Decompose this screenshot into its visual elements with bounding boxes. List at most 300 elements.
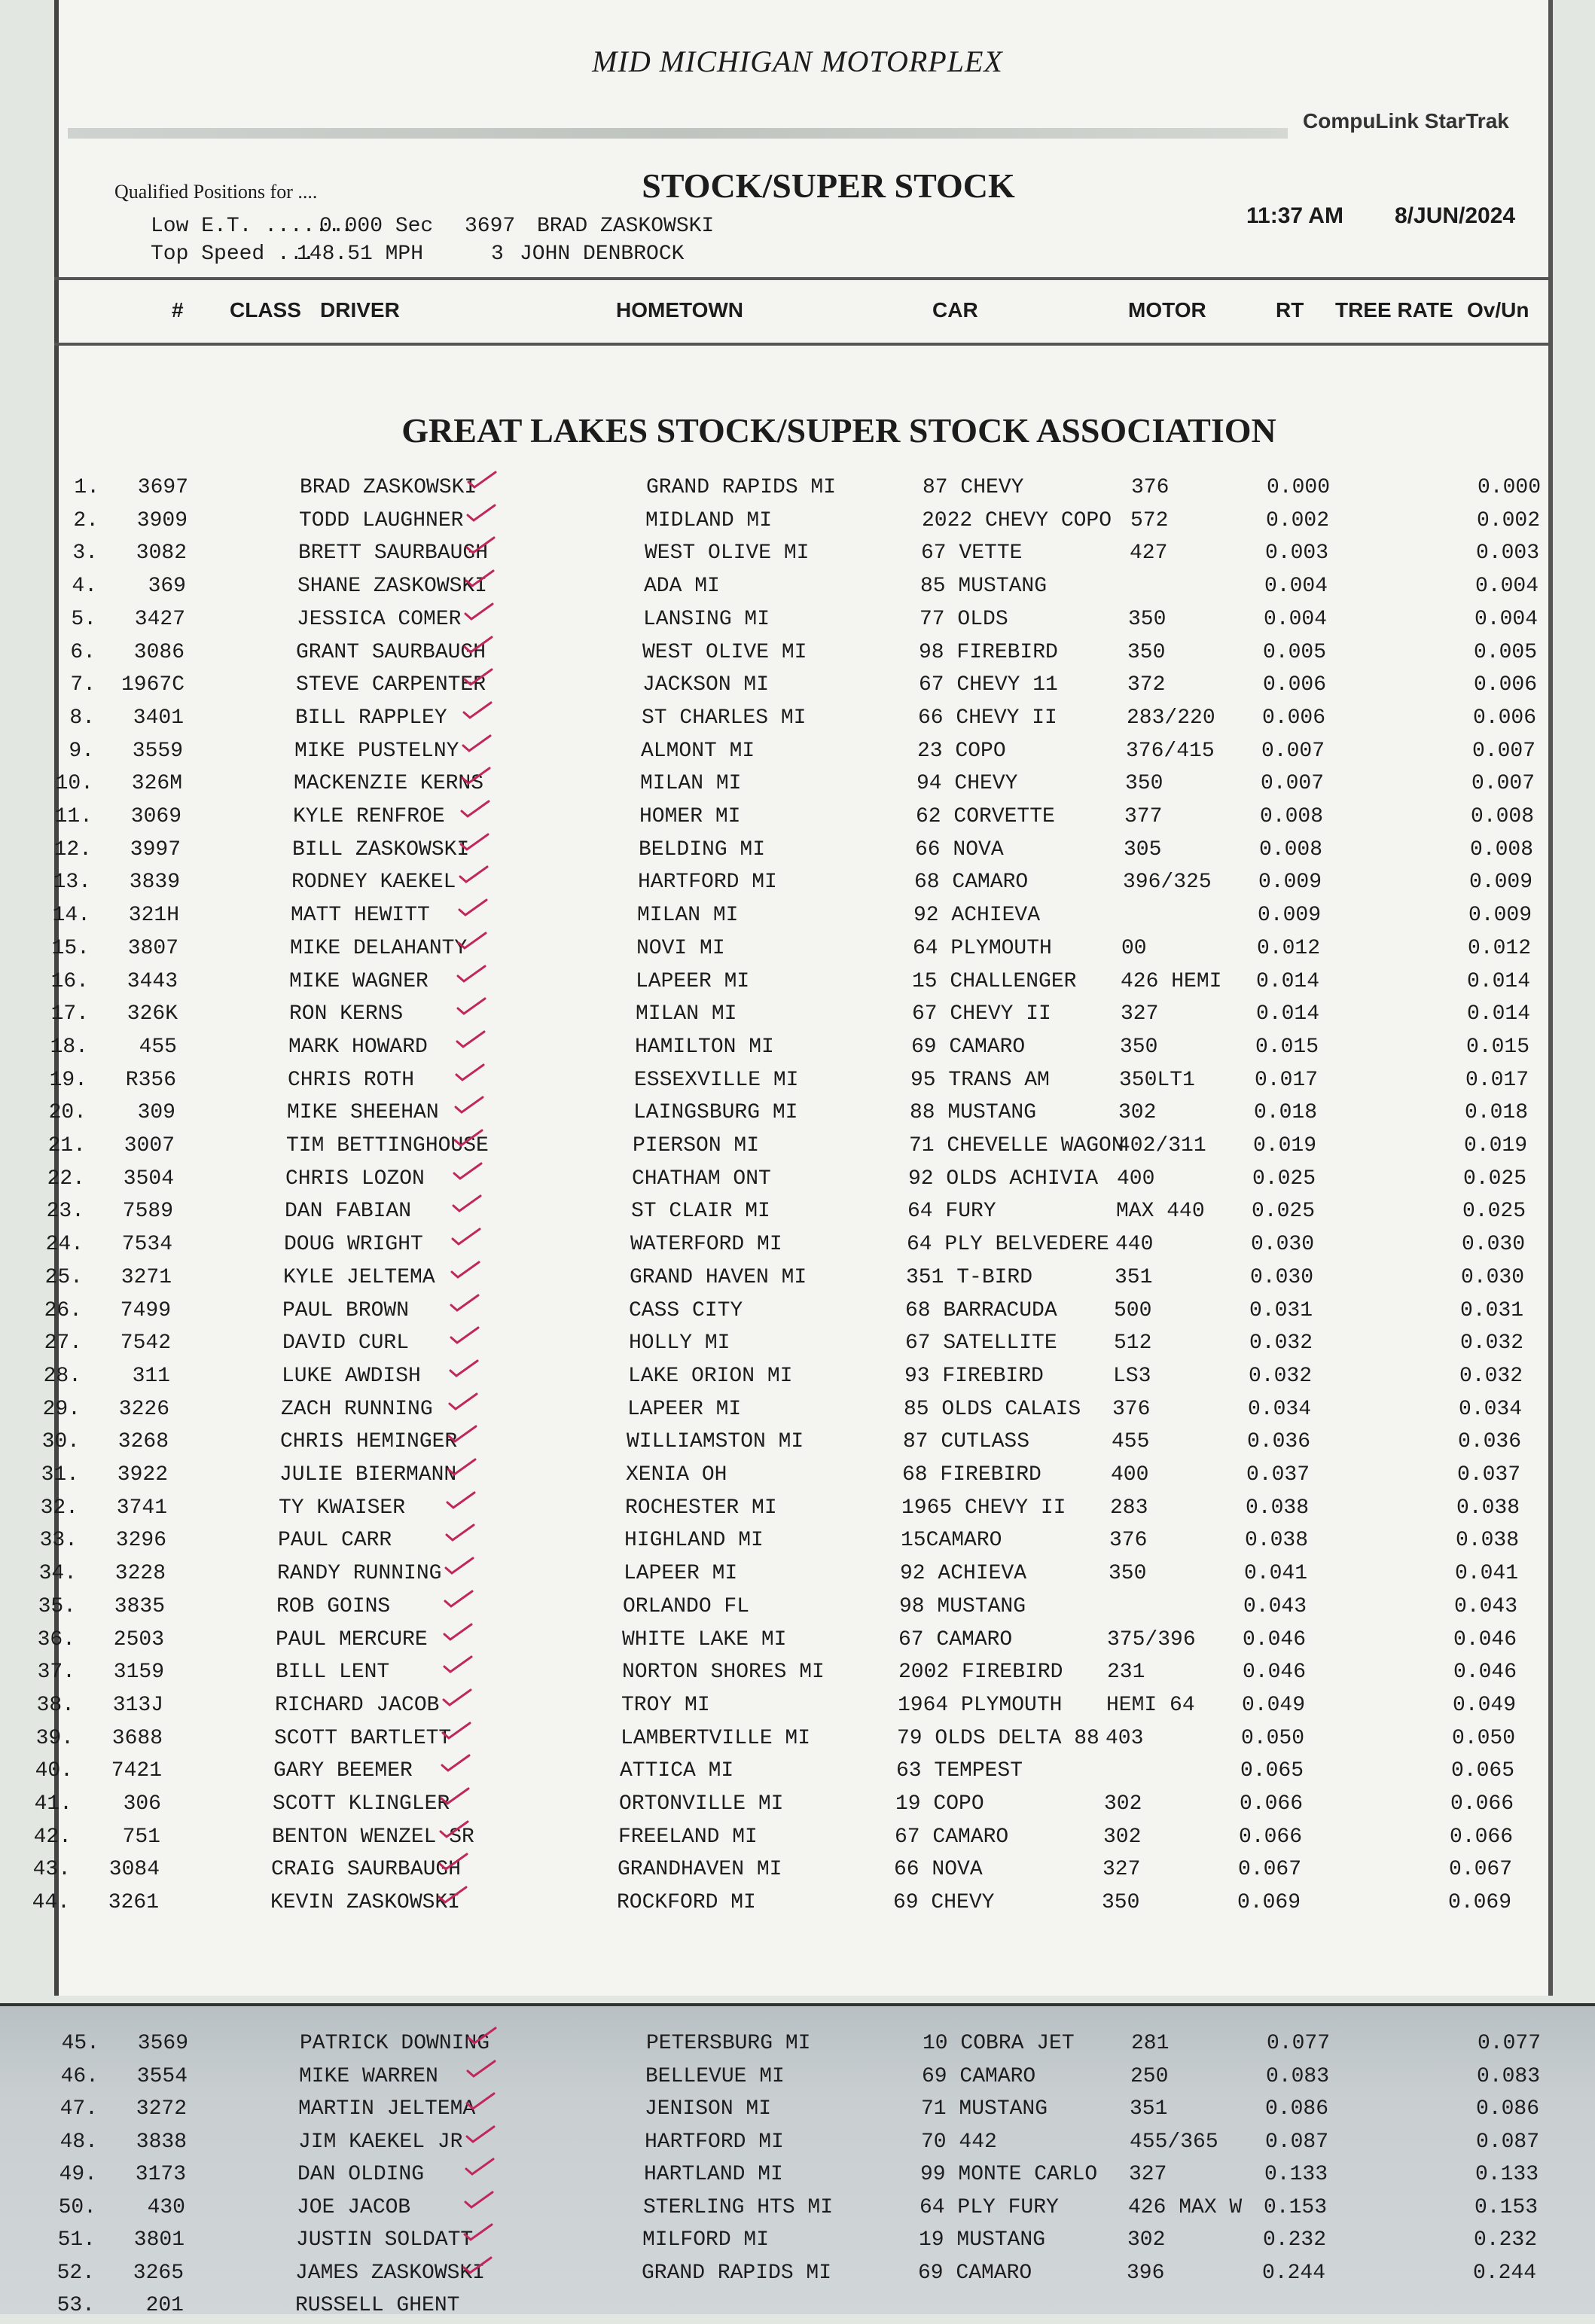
rt-cell: 0.003 [1265, 541, 1329, 566]
number-cell: 3559 [132, 739, 183, 763]
table-row [0, 1365, 1595, 1395]
rt-cell: 0.069 [1237, 1891, 1301, 1915]
checkmark-icon [440, 1786, 470, 1806]
number-cell: 326K [127, 1002, 178, 1026]
driver-cell: STEVE CARPENTER [296, 673, 486, 697]
table-row [0, 1266, 1595, 1296]
car-cell: 88 MUSTANG [910, 1101, 1037, 1125]
driver-cell: BILL LENT [276, 1661, 390, 1685]
driver-cell: RODNEY KAEKEL [291, 871, 456, 895]
table-row [0, 1496, 1595, 1526]
rt-cell: 0.038 [1245, 1529, 1309, 1553]
col-number: # [172, 298, 184, 322]
top-speed-label: Top Speed ... [151, 242, 316, 266]
car-cell: 15 CHALLENGER [912, 969, 1077, 993]
motor-cell: 350 [1102, 1891, 1140, 1915]
driver-cell: PAUL MERCURE [276, 1627, 428, 1652]
hometown-cell: HIGHLAND MI [624, 1529, 764, 1553]
driver-cell: MARTIN JELTEMA [298, 2097, 476, 2121]
driver-cell: RANDY RUNNING [277, 1562, 442, 1586]
number-cell: 3922 [117, 1463, 168, 1487]
motor-cell: 00 [1121, 936, 1147, 960]
car-cell: 1964 PLYMOUTH [898, 1693, 1063, 1717]
table-row [0, 871, 1595, 901]
position-cell: 24. [45, 1233, 84, 1257]
driver-cell: BRETT SAURBAUGH [298, 541, 489, 566]
hometown-cell: LANSING MI [643, 607, 770, 631]
position-cell: 53. [56, 2294, 95, 2317]
rt-cell: 0.077 [1267, 2032, 1331, 2055]
ovun-cell: 0.025 [1462, 1200, 1526, 1224]
rt-cell: 0.087 [1265, 2130, 1329, 2154]
ovun-cell: 0.232 [1474, 2228, 1538, 2252]
checkmark-icon [444, 1556, 474, 1575]
hometown-cell: GRAND RAPIDS MI [646, 476, 837, 499]
motor-cell: 302 [1127, 2228, 1166, 2252]
table-row [0, 476, 1595, 506]
rt-cell: 0.015 [1255, 1035, 1319, 1059]
position-cell: 22. [47, 1167, 85, 1191]
car-cell: 93 FIREBIRD [904, 1364, 1044, 1388]
hometown-cell: NORTON SHORES MI [622, 1661, 825, 1685]
number-cell: 7499 [120, 1298, 171, 1322]
position-cell: 37. [37, 1661, 75, 1685]
number-cell: 3296 [115, 1529, 166, 1553]
col-car: CAR [932, 298, 978, 322]
position-cell: 32. [40, 1496, 78, 1520]
number-cell: 3007 [124, 1134, 175, 1157]
hometown-cell: HARTFORD MI [645, 2130, 784, 2154]
ovun-cell: 0.065 [1451, 1759, 1515, 1783]
hometown-cell: LAPEER MI [627, 1397, 742, 1421]
top-speed-value: 148.51 MPH [297, 242, 424, 266]
checkmark-icon [465, 569, 495, 588]
car-cell: 67 CHEVY 11 [919, 673, 1058, 697]
table-row [0, 575, 1595, 605]
number-cell: 3554 [136, 2064, 188, 2088]
position-cell: 43. [32, 1858, 71, 1882]
car-cell: 68 FIREBIRD [902, 1463, 1041, 1487]
checkmark-icon [459, 832, 489, 852]
checkmark-icon [454, 1095, 484, 1115]
number-cell: 3084 [108, 1858, 160, 1882]
top-speed-driver: JOHN DENBROCK [520, 242, 685, 266]
position-cell: 34. [38, 1562, 77, 1586]
hometown-cell: LAKE ORION MI [628, 1364, 793, 1388]
ovun-cell: 0.038 [1456, 1529, 1520, 1553]
rt-cell: 0.030 [1251, 1233, 1315, 1257]
ovun-cell: 0.002 [1477, 508, 1541, 532]
motor-cell: 400 [1111, 1463, 1149, 1487]
number-cell: R356 [125, 1068, 176, 1092]
motor-cell: 455/365 [1130, 2130, 1218, 2154]
number-cell: 7542 [120, 1331, 171, 1356]
checkmark-icon [450, 1260, 480, 1279]
col-motor: MOTOR [1128, 298, 1206, 322]
driver-cell: MATT HEWITT [291, 904, 430, 928]
rt-cell: 0.034 [1248, 1397, 1312, 1421]
table-row [0, 1035, 1595, 1066]
position-cell: 40. [35, 1759, 73, 1783]
rt-cell: 0.007 [1261, 739, 1325, 763]
hometown-cell: ALMONT MI [641, 739, 755, 763]
table-row [0, 838, 1595, 868]
rt-cell: 0.031 [1249, 1298, 1313, 1322]
checkmark-icon [441, 1753, 471, 1773]
hometown-cell: ST CLAIR MI [631, 1200, 770, 1224]
motor-cell: 283/220 [1127, 706, 1215, 730]
position-cell: 18. [50, 1035, 88, 1059]
number-cell: 313J [112, 1693, 163, 1717]
position-cell: 12. [53, 837, 92, 862]
number-cell: 306 [123, 1792, 161, 1816]
car-cell: 98 FIREBIRD [919, 640, 1058, 664]
rt-cell: 0.025 [1252, 1200, 1316, 1224]
table-row [0, 1069, 1595, 1099]
ovun-cell: 0.014 [1467, 1002, 1531, 1026]
rt-cell: 0.014 [1256, 969, 1320, 993]
rt-cell: 0.066 [1240, 1792, 1304, 1816]
ovun-cell: 0.008 [1471, 805, 1535, 828]
car-cell: 67 CAMARO [895, 1825, 1009, 1849]
position-cell: 11. [54, 805, 93, 828]
hometown-cell: LAPEER MI [624, 1562, 738, 1586]
checkmark-icon [466, 2059, 496, 2078]
ovun-cell: 0.007 [1472, 739, 1536, 763]
position-cell: 36. [37, 1627, 75, 1652]
ovun-cell: 0.017 [1465, 1068, 1529, 1092]
motor-cell: 512 [1114, 1331, 1152, 1356]
car-cell: 66 NOVA [894, 1858, 983, 1882]
report-date: 8/JUN/2024 [1395, 203, 1516, 228]
hometown-cell: JACKSON MI [642, 673, 770, 697]
driver-cell: LUKE AWDISH [282, 1364, 421, 1388]
rt-cell: 0.133 [1264, 2163, 1328, 2186]
table-row [0, 740, 1595, 770]
header-rule-top [54, 277, 1553, 280]
number-cell: 3173 [135, 2163, 186, 2186]
checkmark-icon [465, 2124, 496, 2144]
number-cell: 3443 [127, 969, 178, 993]
ovun-cell: 0.003 [1476, 541, 1540, 566]
checkmark-icon [463, 2222, 493, 2242]
hometown-cell: HAMILTON MI [635, 1035, 774, 1059]
rt-cell: 0.232 [1263, 2228, 1327, 2252]
position-cell: 6. [70, 640, 96, 664]
system-label: CompuLink StarTrak [1303, 109, 1509, 133]
driver-cell: MIKE SHEEHAN [287, 1101, 439, 1125]
ovun-cell: 0.086 [1476, 2097, 1540, 2121]
number-cell: 3086 [133, 640, 185, 664]
col-ov-un: Ov/Un [1467, 298, 1529, 322]
ovun-cell: 0.030 [1462, 1233, 1526, 1257]
number-cell: 311 [132, 1364, 170, 1388]
header-band [68, 128, 1288, 139]
hometown-cell: CASS CITY [629, 1298, 743, 1322]
ovun-cell: 0.046 [1453, 1661, 1517, 1685]
motor-cell: 375/396 [1107, 1627, 1196, 1652]
rt-cell: 0.004 [1264, 575, 1328, 599]
checkmark-icon [443, 1655, 473, 1674]
association-title: GREAT LAKES STOCK/SUPER STOCK ASSOCIATION [401, 411, 1276, 450]
checkmark-icon [456, 996, 486, 1016]
driver-cell: CHRIS HEMINGER [280, 1430, 458, 1454]
position-cell: 39. [35, 1726, 74, 1750]
car-cell: 63 TEMPEST [896, 1759, 1023, 1783]
number-cell: 1967C [120, 673, 185, 697]
table-row [0, 509, 1595, 539]
position-cell: 3. [72, 541, 98, 566]
number-cell: 2503 [113, 1627, 164, 1652]
rt-cell: 0.008 [1259, 837, 1323, 862]
car-cell: 69 CHEVY [893, 1891, 995, 1915]
car-cell: 79 OLDS DELTA 88 [897, 1726, 1099, 1750]
number-cell: 3569 [137, 2032, 188, 2055]
table-row [0, 2294, 1595, 2324]
table-row [0, 1331, 1595, 1362]
motor-cell: 302 [1103, 1825, 1142, 1849]
number-cell: 201 [145, 2294, 184, 2317]
rt-cell: 0.153 [1264, 2195, 1328, 2219]
ovun-cell: 0.032 [1459, 1364, 1523, 1388]
rt-cell: 0.030 [1250, 1265, 1314, 1289]
col-tree-rate: TREE RATE [1335, 298, 1453, 322]
table-row [0, 1233, 1595, 1263]
rt-cell: 0.046 [1243, 1661, 1307, 1685]
checkmark-icon [451, 1227, 481, 1246]
table-row [0, 1398, 1595, 1428]
car-cell: 68 BARRACUDA [905, 1298, 1057, 1322]
rt-cell: 0.032 [1249, 1331, 1313, 1356]
driver-cell: JOE JACOB [297, 2195, 411, 2219]
motor-cell: 455 [1112, 1430, 1150, 1454]
hometown-cell: XENIA OH [626, 1463, 727, 1487]
checkmark-icon [466, 503, 496, 523]
col-rt: RT [1276, 298, 1304, 322]
hometown-cell: CHATHAM ONT [632, 1167, 771, 1191]
motor-cell: 350 [1127, 640, 1166, 664]
position-cell: 42. [33, 1825, 72, 1849]
position-cell: 33. [39, 1529, 78, 1553]
driver-cell: BRAD ZASKOWSKI [300, 476, 477, 499]
checkmark-icon [458, 898, 488, 917]
checkmark-icon [439, 1819, 469, 1839]
position-cell: 13. [53, 871, 91, 895]
driver-cell: SHANE ZASKOWSKI [297, 575, 488, 599]
position-cell: 47. [59, 2097, 98, 2121]
table-row [0, 706, 1595, 737]
hometown-cell: MILAN MI [640, 772, 742, 796]
position-cell: 49. [59, 2163, 97, 2186]
position-cell: 46. [60, 2064, 99, 2088]
hometown-cell: WEST OLIVE MI [642, 640, 807, 664]
checkmark-icon [465, 535, 496, 555]
number-cell: 3226 [118, 1397, 169, 1421]
table-row [0, 937, 1595, 967]
car-cell: 1965 CHEVY II [901, 1496, 1066, 1520]
table-row [0, 1792, 1595, 1822]
car-cell: 69 CAMARO [911, 1035, 1026, 1059]
top-speed-car: 3 [491, 242, 504, 266]
driver-cell: MIKE WAGNER [289, 969, 428, 993]
hometown-cell: WHITE LAKE MI [622, 1627, 787, 1652]
position-cell: 8. [69, 706, 95, 730]
checkmark-icon [457, 931, 487, 950]
number-cell: 309 [137, 1101, 175, 1125]
motor-cell: 327 [1121, 1002, 1159, 1026]
car-cell: 92 OLDS ACHIVIA [908, 1167, 1099, 1191]
number-cell: 3271 [120, 1265, 172, 1289]
position-cell: 15. [51, 936, 90, 960]
checkmark-icon [461, 766, 491, 785]
position-cell: 31. [41, 1463, 79, 1487]
motor-cell: 350 [1128, 607, 1167, 631]
checkmark-icon [463, 635, 493, 654]
motor-cell: 396/325 [1123, 871, 1212, 895]
position-cell: 44. [32, 1891, 70, 1915]
car-cell: 64 PLY BELVEDERE [907, 1233, 1109, 1257]
ovun-cell: 0.032 [1460, 1331, 1524, 1356]
table-row [0, 2032, 1595, 2062]
hometown-cell: MIDLAND MI [645, 508, 773, 532]
table-row [0, 970, 1595, 1000]
checkmark-icon [455, 1063, 485, 1082]
number-cell: 3268 [117, 1430, 169, 1454]
checkmark-icon [462, 733, 492, 753]
number-cell: 3159 [113, 1661, 164, 1685]
hometown-cell: PIERSON MI [633, 1134, 760, 1157]
checkmark-icon [456, 1029, 486, 1049]
driver-cell: PAUL BROWN [282, 1298, 410, 1322]
rt-cell: 0.244 [1262, 2261, 1326, 2285]
hometown-cell: MILAN MI [637, 904, 739, 928]
ovun-cell: 0.031 [1460, 1298, 1524, 1322]
motor-cell: HEMI 64 [1106, 1693, 1195, 1717]
rt-cell: 0.038 [1246, 1496, 1310, 1520]
position-cell: 16. [50, 969, 89, 993]
number-cell: 3807 [127, 936, 178, 960]
ovun-cell: 0.037 [1457, 1463, 1521, 1487]
motor-cell: 351 [1115, 1265, 1153, 1289]
position-cell: 26. [44, 1298, 82, 1322]
number-cell: 3688 [111, 1726, 163, 1750]
position-cell: 45. [61, 2032, 99, 2055]
checkmark-icon [462, 2255, 493, 2275]
car-cell: 94 CHEVY [916, 772, 1018, 796]
table-row [0, 541, 1595, 572]
ovun-cell: 0.015 [1466, 1035, 1530, 1059]
hometown-cell: FREELAND MI [618, 1825, 758, 1849]
low-et-label: Low E.T. ....... [151, 215, 353, 238]
driver-cell: MACKENZIE KERNS [294, 772, 484, 796]
driver-cell: JIM KAEKEL JR [298, 2130, 463, 2154]
car-cell: 85 MUSTANG [920, 575, 1048, 599]
position-cell: 50. [58, 2195, 96, 2219]
hometown-cell: HARTFORD MI [638, 871, 777, 895]
rt-cell: 0.043 [1243, 1594, 1307, 1618]
car-cell: 2002 FIREBIRD [898, 1661, 1063, 1685]
motor-cell: 377 [1124, 805, 1163, 828]
motor-cell: 402/311 [1118, 1134, 1206, 1157]
ovun-cell: 0.153 [1475, 2195, 1539, 2219]
driver-cell: JUSTIN SOLDATT [296, 2228, 474, 2252]
rt-cell: 0.050 [1241, 1726, 1305, 1750]
hometown-cell: GRAND HAVEN MI [630, 1265, 807, 1289]
hometown-cell: GRAND RAPIDS MI [642, 2261, 832, 2285]
header-rule-bottom [54, 343, 1553, 346]
rt-cell: 0.014 [1256, 1002, 1320, 1026]
hometown-cell: BELLEVUE MI [645, 2064, 785, 2088]
hometown-cell: WILLIAMSTON MI [627, 1430, 804, 1454]
car-cell: 66 NOVA [915, 837, 1004, 862]
driver-cell: ROB GOINS [276, 1594, 391, 1618]
motor-cell: 426 HEMI [1121, 969, 1222, 993]
position-cell: 19. [49, 1068, 87, 1092]
car-cell: 70 442 [921, 2130, 997, 2154]
rt-cell: 0.007 [1261, 772, 1325, 796]
report-time: 11:37 AM [1246, 203, 1343, 228]
driver-cell: KYLE RENFROE [293, 805, 445, 828]
checkmark-icon [467, 2026, 497, 2045]
number-cell: 3427 [134, 607, 185, 631]
motor-cell: 302 [1104, 1792, 1142, 1816]
col-class: CLASS [230, 298, 301, 322]
checkmark-icon [449, 1359, 479, 1378]
rt-cell: 0.005 [1263, 640, 1327, 664]
motor-cell: 403 [1106, 1726, 1144, 1750]
table-row [0, 1002, 1595, 1032]
ovun-cell: 0.041 [1455, 1562, 1519, 1586]
position-cell: 1. [74, 476, 99, 499]
number-cell: 3839 [129, 871, 180, 895]
table-row [0, 1167, 1595, 1197]
number-cell: 369 [148, 575, 186, 599]
rt-cell: 0.000 [1267, 476, 1331, 499]
car-cell: 351 T-BIRD [906, 1265, 1033, 1289]
number-cell: 3997 [130, 837, 181, 862]
ovun-cell: 0.009 [1469, 871, 1533, 895]
table-row [0, 1463, 1595, 1493]
car-cell: 68 CAMARO [914, 871, 1029, 895]
rt-cell: 0.025 [1252, 1167, 1316, 1191]
motor-cell: 231 [1107, 1661, 1145, 1685]
checkmark-icon [448, 1392, 478, 1411]
ovun-cell: 0.036 [1458, 1430, 1522, 1454]
rt-cell: 0.009 [1258, 871, 1322, 895]
hometown-cell: WATERFORD MI [630, 1233, 782, 1257]
table-row [0, 1825, 1595, 1856]
driver-cell: DOUG WRIGHT [284, 1233, 423, 1257]
number-cell: 3265 [133, 2261, 184, 2285]
table-row [0, 1595, 1595, 1625]
table-row [0, 1134, 1595, 1164]
driver-cell: DAN OLDING [297, 2163, 425, 2186]
checkmark-icon [463, 667, 493, 687]
motor-cell: 500 [1114, 1298, 1152, 1322]
motor-cell: 427 [1130, 541, 1168, 566]
ovun-cell: 0.038 [1456, 1496, 1520, 1520]
low-et-value: 0.000 Sec [319, 215, 434, 238]
hometown-cell: HOLLY MI [629, 1331, 730, 1356]
car-cell: 99 MONTE CARLO [920, 2163, 1098, 2186]
rt-cell: 0.036 [1247, 1430, 1311, 1454]
rt-cell: 0.006 [1263, 673, 1327, 697]
table-row [0, 1694, 1595, 1724]
driver-cell: GARY BEEMER [273, 1759, 413, 1783]
table-row [0, 1727, 1595, 1757]
driver-cell: MIKE PUSTELNY [294, 739, 459, 763]
checkmark-icon [465, 2091, 496, 2111]
